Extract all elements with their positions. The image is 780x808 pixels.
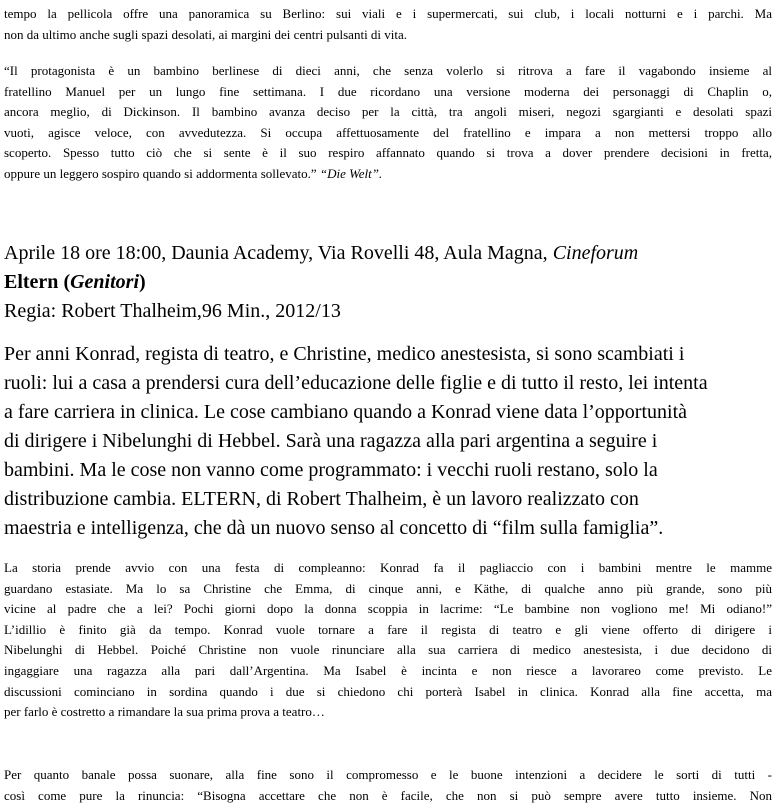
event-date-line [4,239,772,268]
text-line: guardano estasiate. Ma lo sa Christine che Emma, di cinque anni, e Käthe, di qualche anno più grande, sono più [4,580,772,596]
text-line: Per quanto banale possa suonare, alla fine sono il compromesso e le buone intenzioni a decidere le sorti di tutti - [4,767,772,782]
text-line: non da ultimo anche sugli spazi desolati, ai margini dei centri pulsanti di vita. [4,26,408,42]
text-line: discussioni cominciano in sordina quando i due si chiedono chi porterà Isabel in clinica. Konrad alla fine accetta, ma [4,683,772,699]
event-header [4,239,772,326]
film-title-translation: Genitori [70,271,140,293]
film-title: Eltern [4,271,59,293]
text-line: tempo la pellicola offre una panoramica su Berlino: sui viali e i supermercati, sui club, i locali notturni e i parchi. Ma [4,6,772,21]
text-line: L’idillio è finito già da tempo. Konrad vuole tornare a fare il regista di teatro e gli viene offerto di dirigere i [4,621,772,637]
text-line: bambini. Ma le cose non vanno come programmato: i vecchi ruoli restano, solo la [4,459,658,481]
film-title-line: Eltern (Genitori) [4,271,146,293]
text-line: vuoti, agisce veloce, con avvedutezza. Si occupa affettuosamente del fratellino e impara a non mettersi troppo allo [4,124,772,140]
text-line: a fare carriera in clinica. Le cose cambiano quando a Konrad viene data l’opportunità [4,401,688,423]
text-line: distribuzione cambia. ELTERN, di Robert Thalheim, è un lavoro realizzato con [4,488,639,510]
text-line: scoperto. Spesso tutto ciò che si sente è il suo respiro affannato quando si trova a dover prendere decisioni in fretta, [4,145,772,161]
text-line: “Il protagonista è un bambino berlinese di dieci anni, che senza volerlo si ritrova a fare il vagabondo insieme al [4,63,772,78]
intro-paragraph [4,4,772,45]
film-credits: Regia: Robert Thalheim,96 Min., 2012/13 [4,300,341,322]
quote-last-line: oppure un leggero sospiro quando si addormenta sollevato.” [4,165,320,181]
text-line: ancora meglio, di Dickinson. Il bambino avanza deciso per la città, tra angoli miseri, negozi sgargianti e desolati spazi [4,104,772,120]
story-paragraph [4,558,772,723]
text-line: Per anni Konrad, regista di teatro, e Christine, medico anestesista, si sono scambiati i [4,343,685,365]
closing-paragraph [4,765,772,806]
text-line: ingaggiare una ragazza alla pari dall’Argentina. Ma Isabel è incinta e non riesce a lavorareo come previsto. Le [4,662,772,678]
text-line: per farlo è costretto a rimandare la sua prima prova a teatro… [4,704,325,720]
synopsis-paragraph [4,340,772,543]
text-line: maestria e intelligenza, che dà un nuovo senso al concetto di “film sulla famiglia”. [4,517,664,539]
quote-source: “Die Welt”. [319,165,383,181]
text-line: così come pure la rinuncia: “Bisogna accettare che non è facile, che non si può sempre avere tutto insieme. Non [4,787,772,803]
event-type: Cineforum [552,242,639,264]
text-line: La storia prende avvio con una festa di compleanno: Konrad fa il pagliaccio con i bambini mentre le mamme [4,560,772,575]
text-line: vicine al padre che a lei? Pochi giorni dopo la donna scoppia in lacrime: “Le bambine non vogliono me! Mi odiano!” [4,601,772,617]
text-line: ruoli: lui a casa a prendersi cura dell’educazione delle figlie e di tutto il resto, lei intenta [4,372,708,394]
event-date-location: Aprile 18 ore 18:00, Daunia Academy, Via Rovelli 48, Aula Magna, [4,242,553,264]
text-line [4,164,772,185]
text-line: fratellino Manuel per un lungo fine settimana. I due ricordano una versione moderna dei personaggi di Chaplin o, [4,83,772,99]
quote-paragraph [4,61,772,185]
text-line: di dirigere i Nibelunghi di Hebbel. Sarà una ragazza alla pari argentina a seguire i [4,430,658,452]
text-line: Nibelunghi di Hebbel. Poiché Christine non vuole rinunciare alla sua carriera di medico anestesista, i due decidono di [4,642,772,658]
